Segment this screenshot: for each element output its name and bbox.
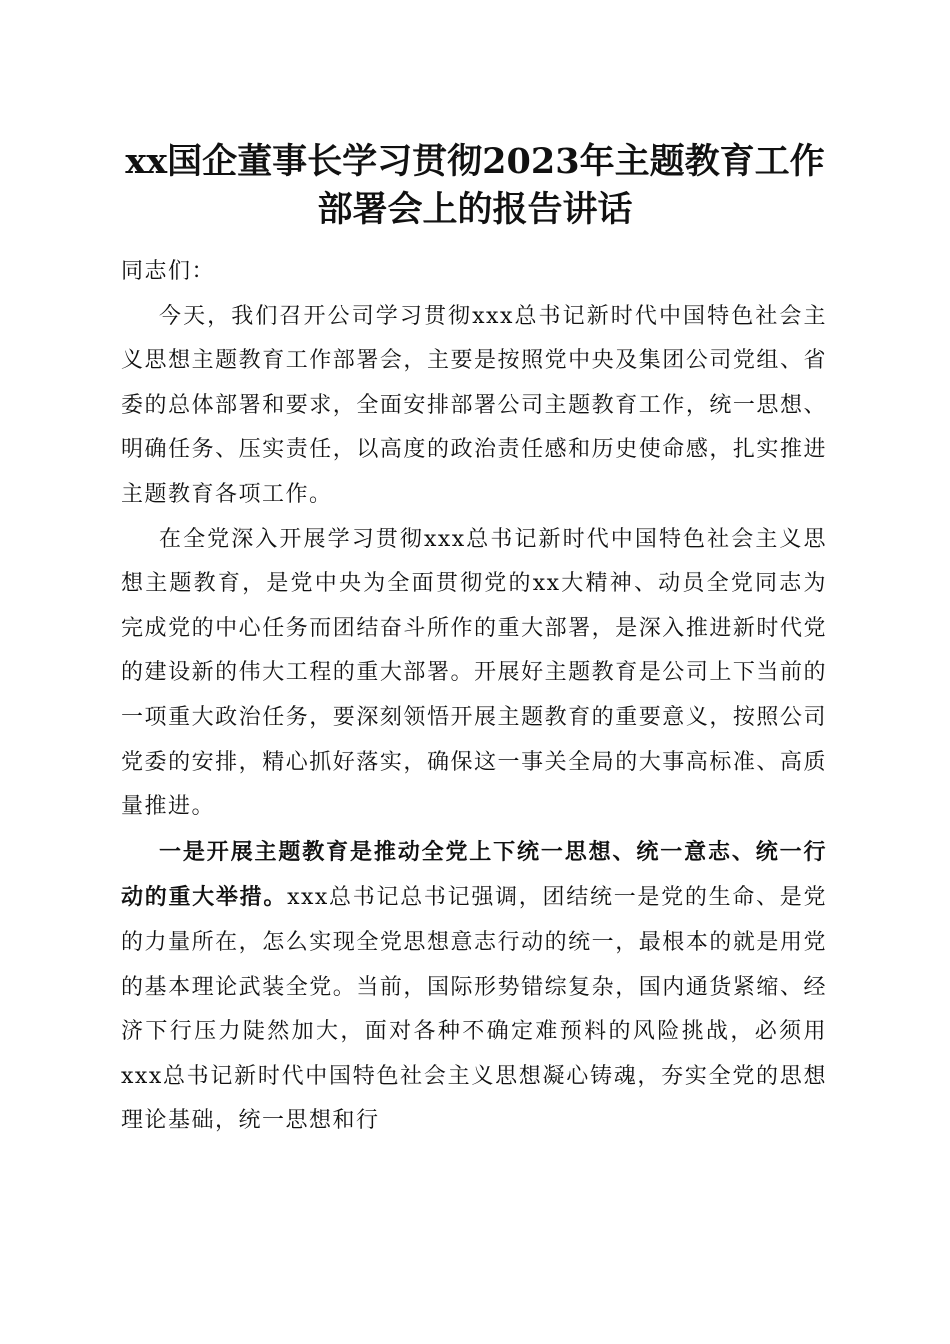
title-line-1: xx国企董事长学习贯彻2023年主题教育工作 — [125, 141, 825, 182]
paragraph-1: 今天，我们召开公司学习贯彻xxx总书记新时代中国特色社会主义思想主题教育工作部署会，主要是按照党中央及集团公司党组、省委的总体部署和要求，全面安排部署公司主题教育工作，统一思想、明确任务、压实责任，以高度的政治责任感和历史使命感，扎实推进主题教育各项工作。 — [121, 303, 827, 507]
document-title — [100, 138, 850, 234]
paragraph-3 — [121, 830, 827, 1144]
point-1-text: xxx总书记总书记强调，团结统一是党的生命、是党的力量所在，怎么实现全党思想意志行动的统一，最根本的就是用党的基本理论武装全党。当前，国际形势错综复杂，国内通货紧缩、经济下行压力陡然加大，面对各种不确定难预料的风险挑战，必须用xxx总书记新时代中国特色社会主义思想凝心铸魂，夯实全党的思想理论基础，统一思想和行 — [121, 885, 827, 1134]
document-body — [121, 250, 827, 1144]
paragraph-2: 在全党深入开展学习贯彻xxx总书记新时代中国特色社会主义思想主题教育，是党中央为全面贯彻党的xx大精神、动员全党同志为完成党的中心任务而团结奋斗所作的重大部署，是深入推进新时代党的建设新的伟大工程的重大部署。开展好主题教育是公司上下当前的一项重大政治任务，要深刻领悟开展主题教育的重要意义，按照公司党委的安排，精心抓好落实，确保这一事关全局的大事高标准、高质量推进。 — [121, 526, 827, 820]
point-1-lead: 一是开展主题教育是推动全党上下统一思想、统一意志、统一行动的重大举措。 — [121, 838, 827, 911]
title-line-2: 部署会上的报告讲话 — [317, 189, 633, 230]
salutation: 同志们： — [121, 259, 216, 284]
